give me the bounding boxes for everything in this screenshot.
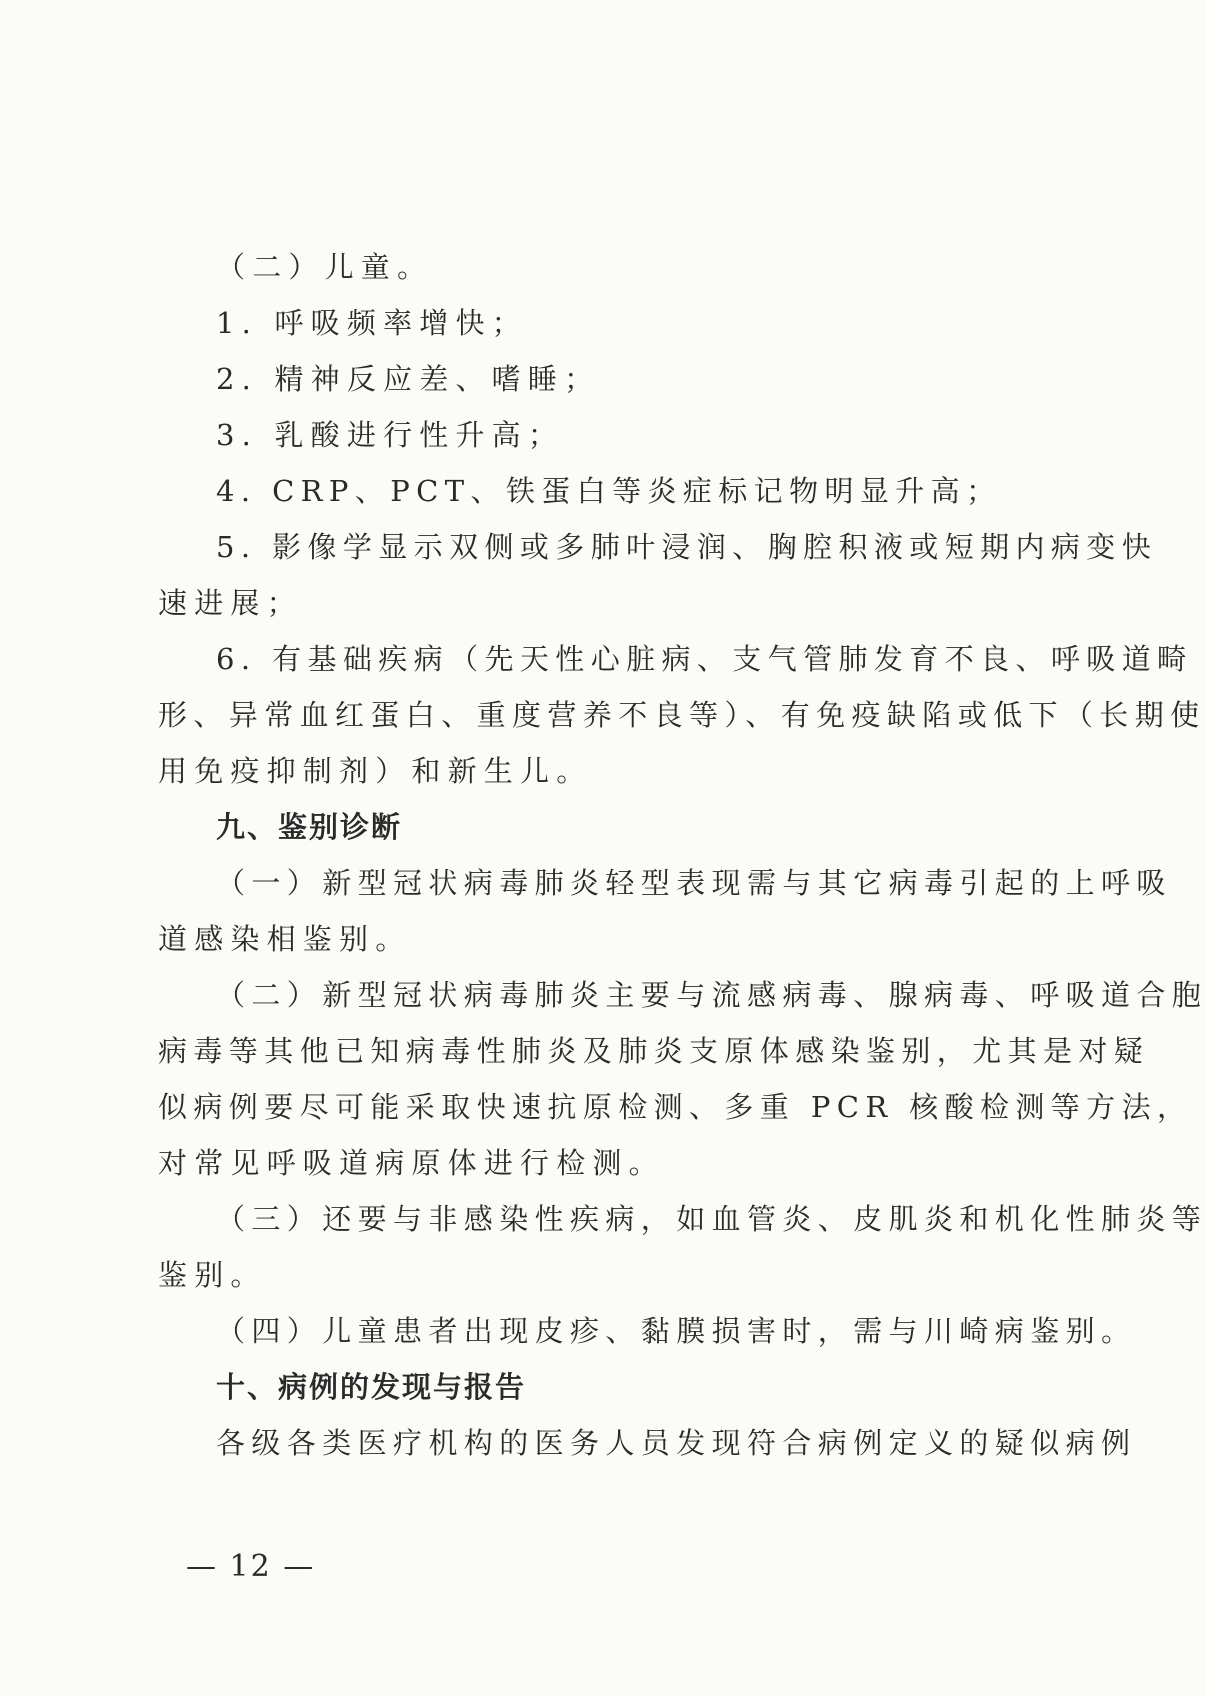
- paragraph-9-4: （四）儿童患者出现皮疹、黏膜损害时，需与川崎病鉴别。: [216, 1314, 1137, 1348]
- list-item-2: 2. 精神反应差、嗜睡；: [216, 362, 601, 396]
- list-item-6-cont-2: 用免疫抑制剂）和新生儿。: [158, 754, 593, 788]
- paragraph-9-2-cont-2: 似病例要尽可能采取快速抗原检测、多重 PCR 核酸检测等方法，: [158, 1090, 1193, 1124]
- section-heading-10: 十、病例的发现与报告: [216, 1370, 527, 1404]
- list-item-6-cont-1: 形、异常血红蛋白、重度营养不良等）、有免疫缺陷或低下（长期使: [158, 698, 1206, 732]
- section-heading-9: 九、鉴别诊断: [216, 810, 403, 844]
- list-item-5: 5. 影像学显示双侧或多肺叶浸润、胸腔积液或短期内病变快: [216, 530, 1158, 564]
- paragraph-9-1: （一）新型冠状病毒肺炎轻型表现需与其它病毒引起的上呼吸: [216, 866, 1172, 900]
- paragraph-9-3: （三）还要与非感染性疾病，如血管炎、皮肌炎和机化性肺炎等: [216, 1202, 1207, 1236]
- paragraph-9-2-cont-1: 病毒等其他已知病毒性肺炎及肺炎支原体感染鉴别，尤其是对疑: [158, 1034, 1150, 1068]
- paragraph-10-1: 各级各类医疗机构的医务人员发现符合病例定义的疑似病例: [216, 1426, 1137, 1460]
- list-item-4: 4. CRP、PCT、铁蛋白等炎症标记物明显升高；: [216, 474, 1002, 508]
- list-item-6: 6. 有基础疾病（先天性心脏病、支气管肺发育不良、呼吸道畸: [216, 642, 1193, 676]
- page-number: — 12 —: [186, 1549, 316, 1584]
- paragraph-9-2: （二）新型冠状病毒肺炎主要与流感病毒、腺病毒、呼吸道合胞: [216, 978, 1207, 1012]
- subsection-children: （二）儿童。: [216, 250, 434, 284]
- list-item-5-cont: 速进展；: [158, 586, 303, 620]
- paragraph-9-2-cont-3: 对常见呼吸道病原体进行检测。: [158, 1146, 665, 1180]
- list-item-1: 1. 呼吸频率增快；: [216, 306, 528, 340]
- list-item-3: 3. 乳酸进行性升高；: [216, 418, 565, 452]
- paragraph-9-3-cont: 鉴别。: [158, 1258, 267, 1292]
- paragraph-9-1-cont: 道感染相鉴别。: [158, 922, 412, 956]
